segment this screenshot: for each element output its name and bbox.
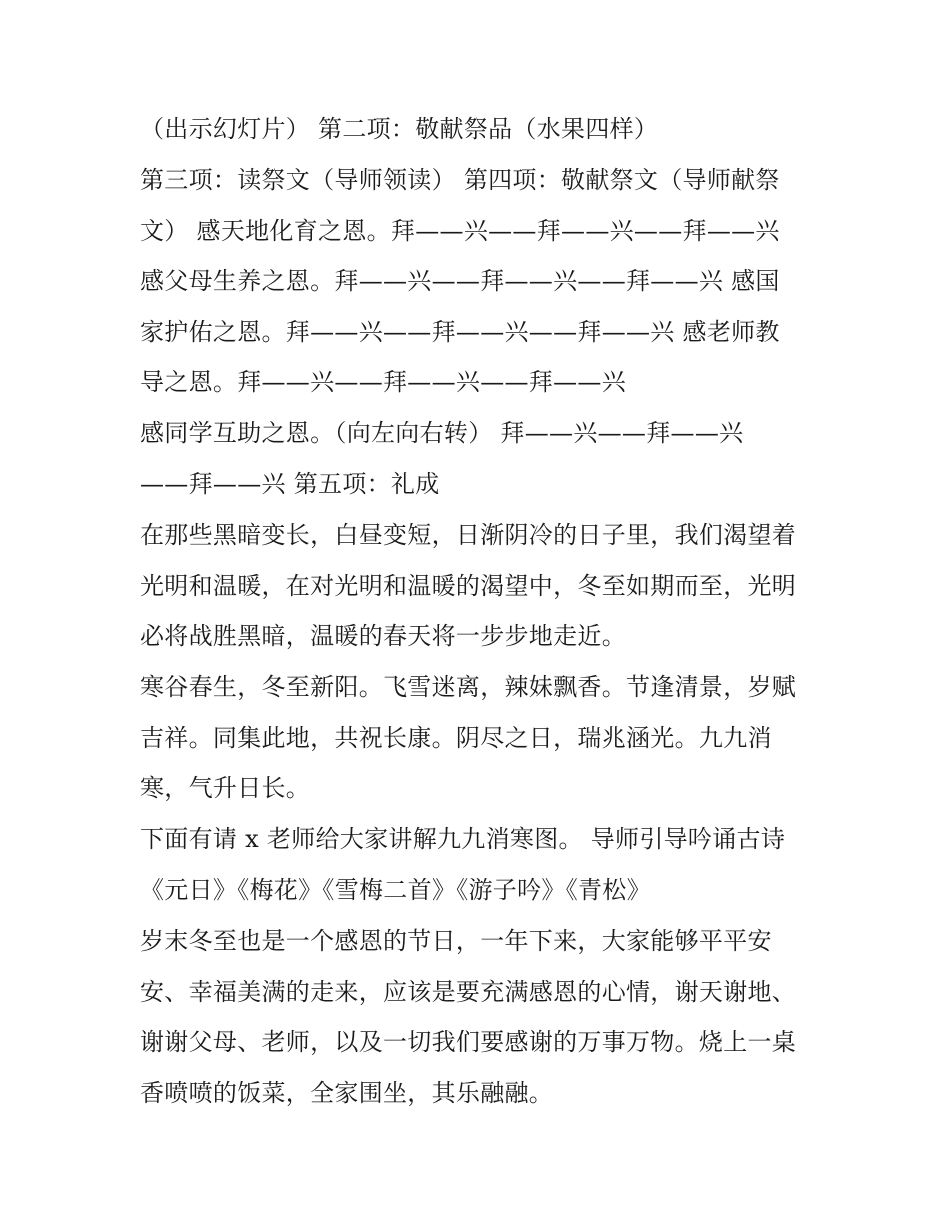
text-line-6: 导之恩。拜——兴——拜——兴——拜——兴	[140, 368, 626, 396]
text-line-12: 寒谷春生，冬至新阳。飞雪迷离，辣妹飘香。节逢清景，岁赋	[140, 673, 797, 701]
text-line-15: 下面有请 x 老师给大家讲解九九消寒图。 导师引导吟诵古诗	[140, 825, 786, 853]
text-line-19: 谢谢父母、老师，以及一切我们要感谢的万事万物。烧上一桌	[140, 1028, 797, 1056]
text-line-16: 《元日》《梅花》《雪梅二首》《游子吟》《青松》	[140, 876, 651, 904]
text-line-5: 家护佑之恩。拜——兴——拜——兴——拜——兴 感老师教	[140, 318, 780, 346]
text-line-4: 感父母生养之恩。拜——兴——拜——兴——拜——兴 感国	[140, 267, 780, 295]
text-line-3: 文） 感天地化育之恩。拜——兴——拜——兴——拜——兴	[140, 217, 780, 245]
text-line-17: 岁末冬至也是一个感恩的节日，一年下来，大家能够平平安	[140, 927, 772, 955]
text-line-1: （出示幻灯片） 第二项：敬献祭品（水果四样）	[140, 115, 659, 143]
text-line-8: ——拜——兴 第五项：礼成	[140, 470, 440, 498]
text-line-18: 安、幸福美满的走来，应该是要充满感恩的心情，谢天谢地、	[140, 978, 797, 1006]
text-line-14: 寒，气升日长。	[140, 774, 311, 802]
text-line-20: 香喷喷的饭菜，全家围坐，其乐融融。	[140, 1079, 554, 1107]
text-line-2: 第三项：读祭文（导师领读） 第四项：敬献祭文（导师献祭	[140, 166, 780, 194]
text-line-7: 感同学互助之恩。（向左向右转） 拜——兴——拜——兴	[140, 419, 744, 447]
text-line-9: 在那些黑暗变长，白昼变短，日渐阴冷的日子里，我们渴望着	[140, 521, 797, 549]
text-line-10: 光明和温暖，在对光明和温暖的渴望中，冬至如期而至，光明	[140, 572, 797, 600]
text-line-11: 必将战胜黑暗，温暖的春天将一步步地走近。	[140, 622, 626, 650]
text-line-13: 吉祥。同集此地，共祝长康。阴尽之日，瑞兆涵光。九九消	[140, 724, 772, 752]
